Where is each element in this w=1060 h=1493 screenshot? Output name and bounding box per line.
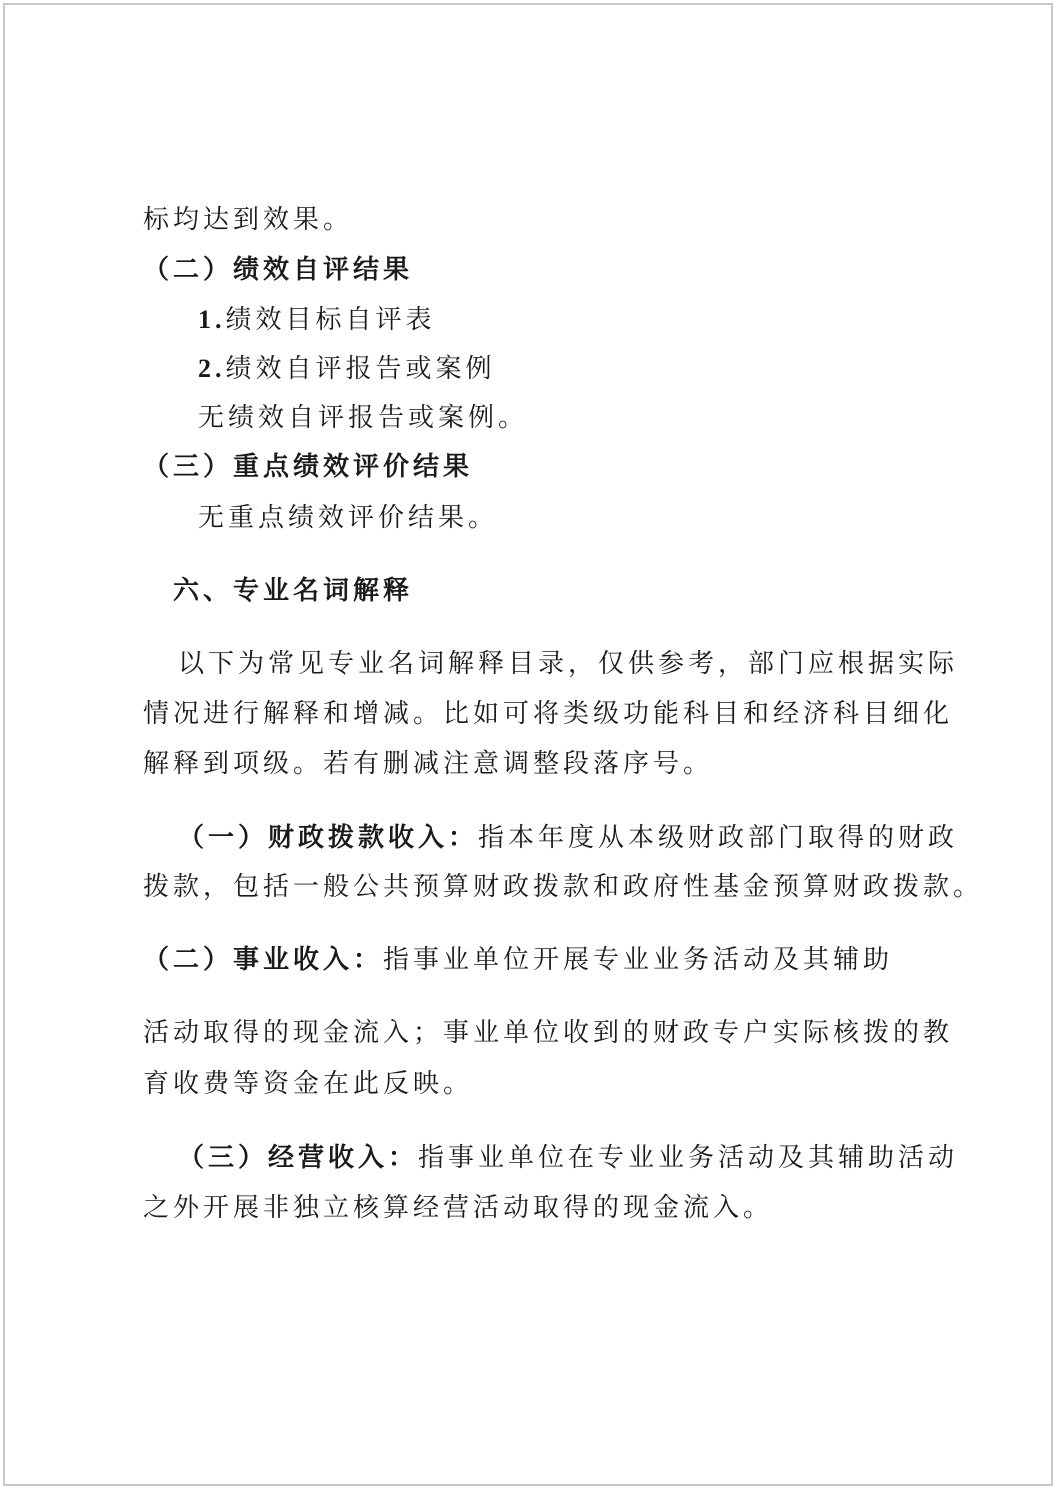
section-heading-glossary: 六、专业名词解释 [173,576,414,606]
glossary-definition: 指事业单位开展专业业务活动及其辅助 [383,945,894,975]
paragraph-line: 无重点绩效评价结果。 [198,503,499,533]
paragraph-line: 之外开展非独立核算经营活动取得的现金流入。 [143,1193,774,1223]
subheading-key-evaluation: （三）重点绩效评价结果 [143,452,474,482]
paragraph-line: 解释到项级。若有删减注意调整段落序号。 [143,749,714,779]
paragraph-line: 标均达到效果。 [143,205,354,235]
list-item-1 [198,302,436,338]
list-item-2 [198,351,496,387]
glossary-term: （一）财政拨款收入： [178,823,479,853]
list-number: 1. [198,305,226,334]
subheading-performance-self-evaluation: （二）绩效自评结果 [143,255,414,285]
glossary-term: （二）事业收入： [143,945,384,975]
glossary-entry-1 [178,820,958,856]
glossary-entry-2 [143,942,893,978]
glossary-entry-3 [178,1140,958,1176]
paragraph-line: 以下为常见专业名词解释目录，仅供参考，部门应根据实际 [178,649,959,679]
paragraph-line: 育收费等资金在此反映。 [143,1069,474,1099]
glossary-definition: 指事业单位在专业业务活动及其辅助活动 [418,1143,959,1173]
list-number: 2. [198,354,226,383]
glossary-term: （三）经营收入： [178,1143,419,1173]
list-item-text: 绩效自评报告或案例 [225,354,496,384]
list-item-text: 绩效目标自评表 [225,305,436,335]
glossary-definition: 指本年度从本级财政部门取得的财政 [478,823,959,853]
paragraph-line: 情况进行解释和增减。比如可将类级功能科目和经济科目细化 [143,699,954,729]
paragraph-line: 无绩效自评报告或案例。 [198,403,529,433]
paragraph-line: 活动取得的现金流入；事业单位收到的财政专户实际核拨的教 [143,1018,954,1048]
paragraph-line: 拨款，包括一般公共预算财政拨款和政府性基金预算财政拨款。 [143,872,984,902]
